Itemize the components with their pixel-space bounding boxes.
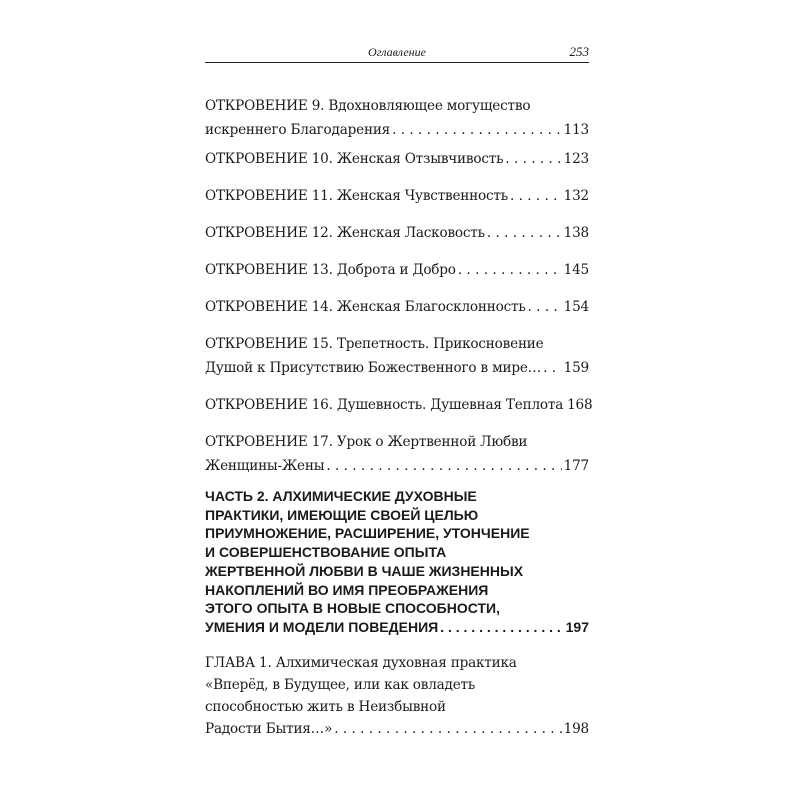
toc-entry [205, 185, 589, 209]
dot-leader [543, 357, 562, 381]
toc-entry-text: ОТКРОВЕНИЕ 10. Женская Отзывчивость [205, 151, 504, 167]
toc-entry-page: 177 [563, 457, 589, 474]
toc-entry-line [205, 222, 589, 246]
toc-entry-line [205, 543, 589, 562]
toc-entry-page: 123 [563, 151, 589, 167]
toc-entry-text: ЖЕРТВЕННОЙ ЛЮБВИ В ЧАШЕ ЖИЗНЕННЫХ [205, 562, 524, 579]
toc-entry-page: 138 [563, 225, 589, 241]
dot-leader [510, 185, 562, 209]
toc-entry-text: УМЕНИЯ И МОДЕЛИ ПОВЕДЕНИЯ [205, 618, 439, 635]
toc-entry [205, 652, 589, 740]
toc-entry-line [205, 95, 589, 119]
toc-entry [205, 431, 589, 478]
toc-entry-line [205, 333, 589, 357]
toc-entry-line [205, 185, 589, 209]
toc-entry-page: 145 [563, 262, 589, 278]
toc-entry-text: ОТКРОВЕНИЕ 14. Женская Благосклонность [205, 299, 526, 315]
toc-entry-line [205, 562, 589, 581]
toc-entry-line [205, 718, 589, 740]
toc-entry-text: способностью жить в Неизбывной [205, 699, 446, 715]
toc-entry-page: 132 [563, 188, 589, 204]
toc-entry-text: Радости Бытия…» [205, 721, 333, 737]
toc-entry-text: ОТКРОВЕНИЕ 13. Доброта и Добро [205, 262, 456, 278]
page-number: 253 [569, 44, 589, 59]
toc-entry-line [205, 119, 589, 143]
toc-entry-text: ОТКРОВЕНИЕ 16. Душевность. Душевная Теплота [205, 397, 564, 413]
toc-entry-line [205, 455, 589, 479]
dot-leader [440, 618, 563, 637]
toc-entry-line [205, 674, 589, 696]
dot-leader [334, 718, 561, 740]
toc-entry [205, 222, 589, 246]
toc-entry-page: 198 [563, 721, 589, 737]
dot-leader [528, 296, 562, 320]
toc-entry-line [205, 148, 589, 172]
toc-entry [205, 148, 589, 172]
toc-entry-text: ЭТОГО ОПЫТА В НОВЫЕ СПОСОБНОСТИ, [205, 600, 500, 617]
toc-entry-page: 159 [563, 359, 589, 376]
toc-entry [205, 95, 589, 142]
toc-entry-line [205, 259, 589, 283]
toc-entry-text: ОТКРОВЕНИЕ 11. Женская Чувственность [205, 188, 508, 204]
toc-entry-line [205, 296, 589, 320]
toc-entry-text: ОТКРОВЕНИЕ 17. Урок о Жертвенной Любви [205, 434, 528, 450]
dot-leader [458, 259, 562, 283]
toc-entry-line [205, 652, 589, 674]
toc-entry [205, 296, 589, 320]
toc-entry-text: Женщины-Жены [205, 457, 325, 474]
toc-entry [205, 394, 593, 418]
toc-entry-text: Душой к Присутствию Божественного в мире… [205, 359, 542, 376]
toc-entry-text: ПРАКТИКИ, ИМЕЮЩИЕ СВОЕЙ ЦЕЛЬЮ [205, 506, 479, 523]
toc-entry-line [205, 487, 589, 506]
toc-entry-text: И СОВЕРШЕНСТВОВАНИЕ ОПЫТА [205, 544, 447, 561]
toc-entry-text: ГЛАВА 1. Алхимическая духовная практика [205, 655, 517, 671]
toc-entry [205, 259, 589, 283]
toc-entry-text: ЧАСТЬ 2. АЛХИМИЧЕСКИЕ ДУХОВНЫЕ [205, 488, 477, 504]
toc-entry-page: 154 [563, 299, 589, 315]
toc-entry-line [205, 431, 589, 455]
toc-entry-page: 113 [563, 121, 589, 138]
toc-entry-text: ПРИУМНОЖЕНИЕ, РАСШИРЕНИЕ, УТОНЧЕНИЕ [205, 525, 530, 542]
toc-entry-line [205, 524, 589, 543]
toc-entry-text: ОТКРОВЕНИЕ 9. Вдохновляющее могущество [205, 98, 531, 114]
running-header [205, 42, 589, 63]
dot-leader [392, 119, 562, 143]
toc-entry-line [205, 618, 589, 637]
running-header-title: Оглавление [368, 45, 426, 59]
toc-entry-line [205, 696, 589, 718]
toc-entry-text: ОТКРОВЕНИЕ 12. Женская Ласковость [205, 225, 485, 241]
dot-leader [326, 455, 561, 479]
toc-entry-line [205, 581, 589, 600]
toc-entry-text: искреннего Благодарения [205, 121, 391, 138]
toc-entry-text: НАКОПЛЕНИЙ ВО ИМЯ ПРЕОБРАЖЕНИЯ [205, 581, 489, 598]
toc-entry-part [205, 487, 589, 637]
toc-entry-line [205, 394, 593, 418]
dot-leader [505, 148, 561, 172]
toc-entry-line [205, 599, 589, 618]
toc-entry [205, 333, 589, 380]
toc-entry-page: 168 [567, 397, 593, 413]
toc-entry-page: 197 [565, 618, 589, 635]
toc-entry-text: «Вперёд, в Будущее, или как овладеть [205, 677, 476, 693]
toc-entry-line [205, 357, 589, 381]
toc-entry-text: ОТКРОВЕНИЕ 15. Трепетность. Прикосновение [205, 336, 544, 352]
dot-leader [487, 222, 562, 246]
toc-entry-line [205, 506, 589, 525]
